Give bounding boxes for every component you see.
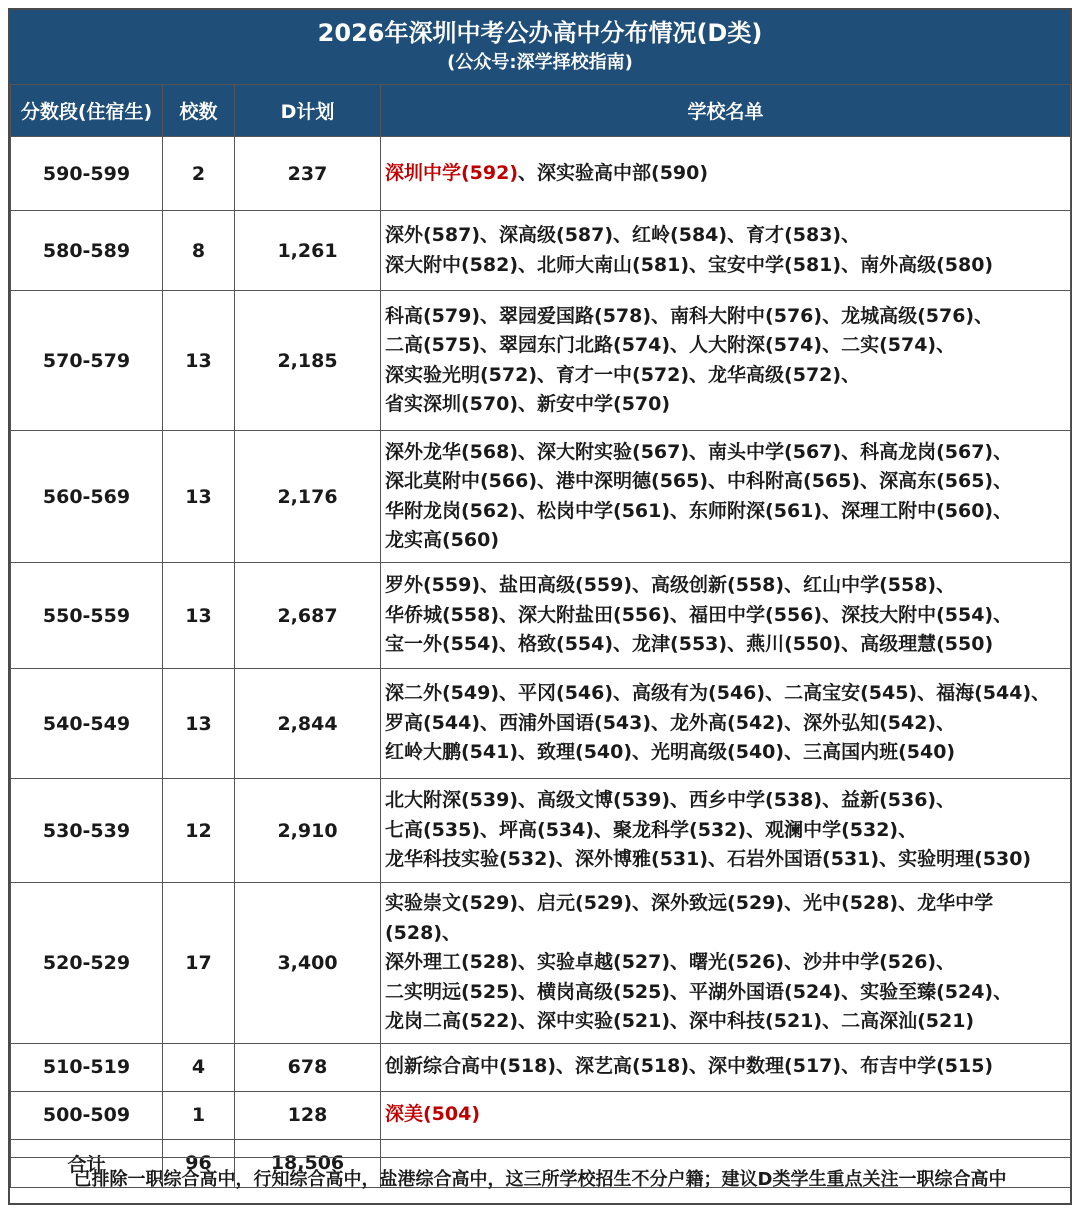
table-row	[11, 563, 1071, 669]
total-label-cell: 合计	[11, 1139, 163, 1187]
page-title: 2026年深圳中考公办高中分布情况(D类)	[317, 19, 763, 47]
d-plan-cell: 2,844	[235, 669, 381, 779]
school-list-line: 龙岗二高(522)、深中实验(521)、深中科技(521)、二高深汕(521)	[385, 1010, 975, 1032]
title-banner	[10, 10, 1070, 84]
school-count-cell: 17	[163, 883, 235, 1044]
school-list-cell	[381, 431, 1071, 563]
column-header-d-plan: D计划	[235, 85, 381, 137]
school-list-line: 深二外(549)、平冈(546)、高级有为(546)、二高宝安(545)、福海(544)、	[385, 682, 1051, 705]
school-count-cell: 12	[163, 779, 235, 883]
score-range-cell: 530-539	[11, 779, 163, 883]
school-count-cell: 13	[163, 431, 235, 563]
d-plan-cell: 1,261	[235, 211, 381, 291]
score-distribution-sheet	[8, 8, 1072, 1205]
table-row	[11, 137, 1071, 211]
page-subtitle: (公众号:深学择校指南)	[447, 52, 633, 73]
school-count-cell: 13	[163, 291, 235, 431]
school-list-cell	[381, 669, 1071, 779]
table-row	[11, 883, 1071, 1044]
table-row	[11, 1091, 1071, 1139]
school-list-line: 深大附中(582)、北师大南山(581)、宝安中学(581)、南外高级(580)	[385, 253, 994, 276]
school-list-line: 北大附深(539)、高级文博(539)、西乡中学(538)、益新(536)、	[385, 789, 956, 812]
school-list-line: 省实深圳(570)、新安中学(570)	[385, 393, 671, 415]
school-list-cell	[381, 779, 1071, 883]
school-list-line: 华侨城(558)、深大附盐田(556)、福田中学(556)、深技大附中(554)、	[385, 603, 1013, 626]
footnote: 已排除一职综合高中，行知综合高中，盐港综合高中，这三所学校招生不分户籍；建议D类学生重点关注一职综合高中	[10, 1157, 1070, 1203]
score-range-cell: 550-559	[11, 563, 163, 669]
school-list-line: 科高(579)、翠园爱国路(578)、南科大附中(576)、龙城高级(576)、	[385, 304, 994, 327]
table-body	[11, 137, 1071, 1188]
school-list-line: 深外理工(528)、实验卓越(527)、曙光(526)、沙井中学(526)、	[385, 951, 956, 973]
table-row	[11, 431, 1071, 563]
table-header-row	[11, 85, 1071, 137]
school-list-cell	[381, 1091, 1071, 1139]
school-list-cell	[381, 563, 1071, 669]
score-range-cell: 510-519	[11, 1043, 163, 1091]
school-list-line: 创新综合高中(518)、深艺高(518)、深中数理(517)、布吉中学(515)	[385, 1055, 994, 1078]
table-row	[11, 1043, 1071, 1091]
school-list-line: 罗高(544)、西浦外国语(543)、龙外高(542)、深外弘知(542)、	[385, 711, 956, 734]
d-plan-cell: 678	[235, 1043, 381, 1091]
school-list-line: 深外龙华(568)、深大附实验(567)、南头中学(567)、科高龙岗(567)、	[385, 440, 1013, 463]
school-list-line: 深北莫附中(566)、港中深明德(565)、中科附高(565)、深高东(565)、	[385, 470, 1013, 492]
d-plan-cell: 128	[235, 1091, 381, 1139]
school-list-line: 二高(575)、翠园东门北路(574)、人大附深(574)、二实(574)、	[385, 334, 956, 356]
school-count-cell: 1	[163, 1091, 235, 1139]
school-list-line: 罗外(559)、盐田高级(559)、高级创新(558)、红山中学(558)、	[385, 574, 956, 597]
table-row	[11, 779, 1071, 883]
school-list-cell	[381, 1043, 1071, 1091]
d-plan-cell: 2,185	[235, 291, 381, 431]
score-range-cell: 580-589	[11, 211, 163, 291]
score-range-cell: 570-579	[11, 291, 163, 431]
school-count-cell: 4	[163, 1043, 235, 1091]
school-list-line: 龙华科技实验(532)、深外博雅(531)、石岩外国语(531)、实验明理(530)	[385, 848, 1032, 871]
score-range-cell: 560-569	[11, 431, 163, 563]
score-range-cell: 540-549	[11, 669, 163, 779]
highlighted-school: 深圳中学(592)	[385, 161, 519, 184]
school-list-line: 深外(587)、深高级(587)、红岭(584)、育才(583)、	[385, 224, 861, 246]
school-list-line: 二实明远(525)、横岗高级(525)、平湖外国语(524)、实验至臻(524)、	[385, 980, 1013, 1003]
highlighted-school: 深美(504)	[385, 1103, 481, 1126]
school-list-line: 华附龙岗(562)、松岗中学(561)、东师附深(561)、深理工附中(560)、	[385, 499, 1013, 522]
school-count-cell: 8	[163, 211, 235, 291]
table-row	[11, 211, 1071, 291]
total-plan-cell: 18,506	[235, 1139, 381, 1187]
d-plan-cell: 237	[235, 137, 381, 211]
school-table	[10, 84, 1071, 1188]
score-range-cell: 500-509	[11, 1091, 163, 1139]
d-plan-cell: 3,400	[235, 883, 381, 1044]
school-count-cell: 13	[163, 669, 235, 779]
school-list-cell	[381, 883, 1071, 1044]
school-list-line: 、深实验高中部(590)	[518, 161, 709, 184]
column-header-school-count: 校数	[163, 85, 235, 137]
score-range-cell: 520-529	[11, 883, 163, 1044]
d-plan-cell: 2,687	[235, 563, 381, 669]
d-plan-cell: 2,910	[235, 779, 381, 883]
school-list-cell	[381, 137, 1071, 211]
table-row	[11, 669, 1071, 779]
school-list-line: 七高(535)、坪高(534)、聚龙科学(532)、观澜中学(532)、	[385, 818, 918, 841]
score-range-cell: 590-599	[11, 137, 163, 211]
school-count-cell: 13	[163, 563, 235, 669]
school-list-line: 红岭大鹏(541)、致理(540)、光明高级(540)、三高国内班(540)	[385, 741, 956, 764]
table-row	[11, 291, 1071, 431]
school-list-line: 实验崇文(529)、启元(529)、深外致远(529)、光中(528)、龙华中学(528)、	[385, 892, 994, 944]
school-list-line: 宝一外(554)、格致(554)、龙津(553)、燕川(550)、高级理慧(550)	[385, 633, 994, 656]
column-header-school-list: 学校名单	[381, 85, 1071, 137]
school-list-cell	[381, 291, 1071, 431]
total-count-cell: 96	[163, 1139, 235, 1187]
d-plan-cell: 2,176	[235, 431, 381, 563]
school-count-cell: 2	[163, 137, 235, 211]
school-list-line: 深实验光明(572)、育才一中(572)、龙华高级(572)、	[385, 363, 861, 386]
school-list-cell	[381, 211, 1071, 291]
school-list-line: 龙实高(560)	[385, 529, 500, 551]
column-header-score-range: 分数段(住宿生)	[11, 85, 163, 137]
